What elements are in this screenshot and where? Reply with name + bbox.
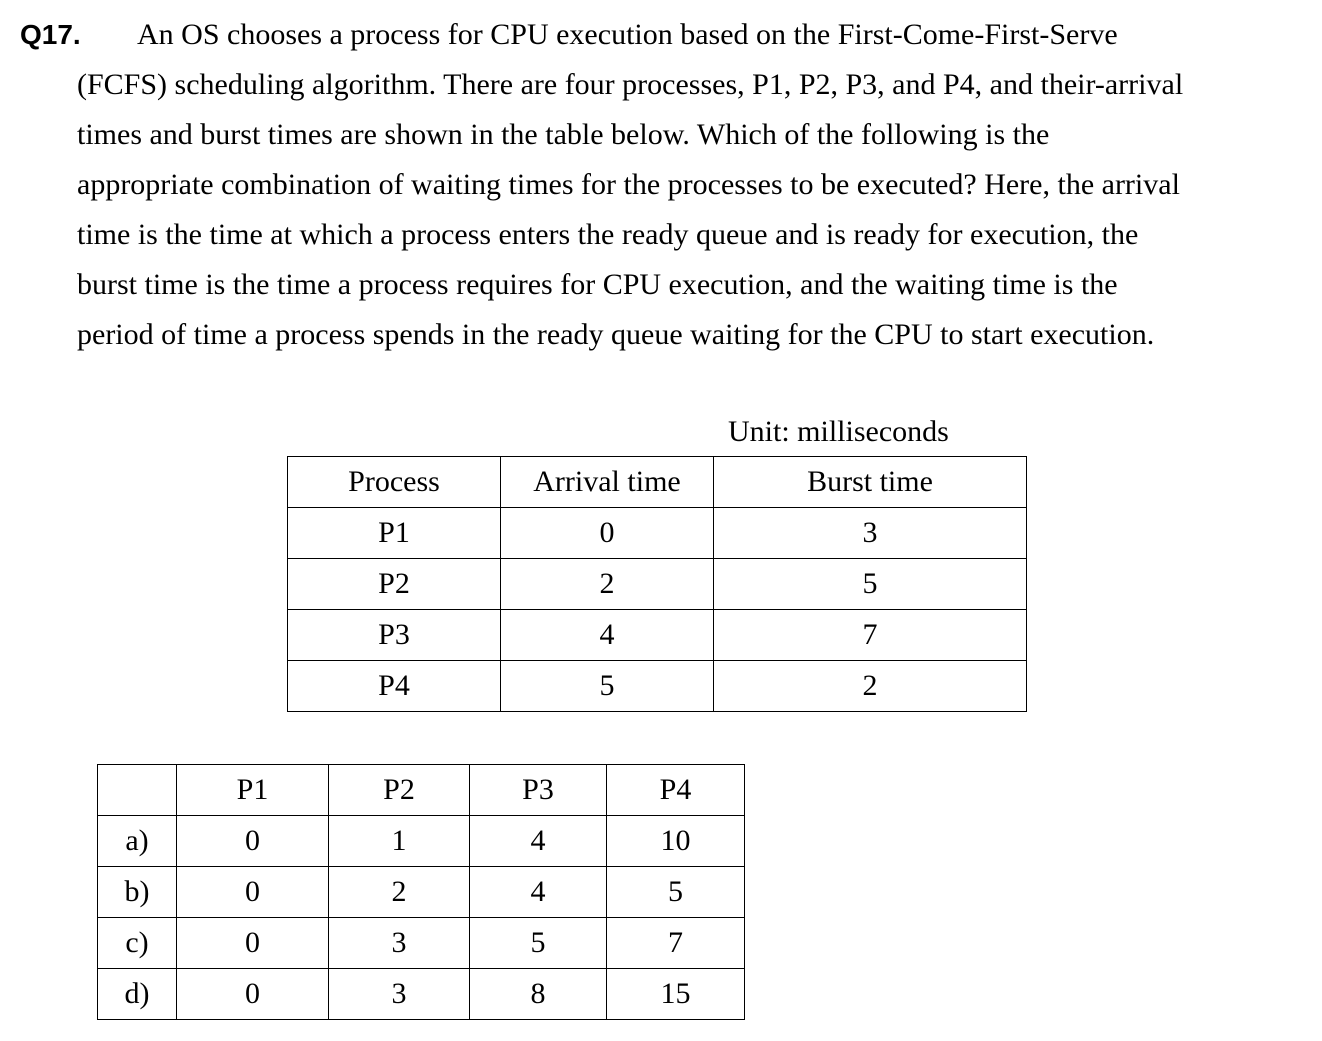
question-text-line-1: An OS chooses a process for CPU execution based on the First-Come-First-Serve — [137, 18, 1118, 51]
waiting-time-cell: 5 — [470, 918, 607, 969]
table-row — [288, 661, 1027, 712]
waiting-time-cell: 2 — [329, 867, 470, 918]
process-name-cell: P2 — [288, 559, 501, 610]
waiting-time-cell: 3 — [329, 969, 470, 1020]
burst-time-header: Burst time — [714, 457, 1027, 508]
waiting-time-cell: 4 — [470, 816, 607, 867]
question-text-line-5: time is the time at which a process enters the ready queue and is ready for execution, the — [77, 218, 1139, 251]
option-label: a) — [98, 816, 177, 867]
arrival-time-header: Arrival time — [501, 457, 714, 508]
waiting-time-cell: 7 — [607, 918, 745, 969]
burst-time-cell: 5 — [714, 559, 1027, 610]
waiting-time-cell: 0 — [177, 816, 329, 867]
option-label-header — [98, 765, 177, 816]
option-label: c) — [98, 918, 177, 969]
waiting-time-cell: 1 — [329, 816, 470, 867]
process-header: Process — [288, 457, 501, 508]
option-label: d) — [98, 969, 177, 1020]
options-table-header-row — [98, 765, 745, 816]
p4-header: P4 — [607, 765, 745, 816]
table-row — [288, 508, 1027, 559]
question-text-line-6: burst time is the time a process requires for CPU execution, and the waiting time is the — [77, 268, 1118, 301]
option-row-a[interactable] — [98, 816, 745, 867]
option-row-c[interactable] — [98, 918, 745, 969]
waiting-time-cell: 4 — [470, 867, 607, 918]
arrival-time-cell: 5 — [501, 661, 714, 712]
question-text-line-2: (FCFS) scheduling algorithm. There are four processes, P1, P2, P3, and P4, and their-arrival — [77, 68, 1184, 101]
unit-label: Unit: milliseconds — [728, 415, 949, 448]
process-name-cell: P4 — [288, 661, 501, 712]
p2-header: P2 — [329, 765, 470, 816]
burst-time-cell: 7 — [714, 610, 1027, 661]
option-row-b[interactable] — [98, 867, 745, 918]
waiting-time-cell: 10 — [607, 816, 745, 867]
question-text-line-7: period of time a process spends in the ready queue waiting for the CPU to start execution. — [77, 318, 1155, 351]
burst-time-cell: 3 — [714, 508, 1027, 559]
waiting-time-cell: 0 — [177, 969, 329, 1020]
p1-header: P1 — [177, 765, 329, 816]
process-table-header-row — [288, 457, 1027, 508]
waiting-time-cell: 0 — [177, 918, 329, 969]
question-text-line-4: appropriate combination of waiting times for the processes to be executed? Here, the arrival — [77, 168, 1180, 201]
waiting-time-cell: 3 — [329, 918, 470, 969]
answer-options-table — [97, 764, 745, 1020]
waiting-time-cell: 8 — [470, 969, 607, 1020]
burst-time-cell: 2 — [714, 661, 1027, 712]
arrival-time-cell: 2 — [501, 559, 714, 610]
process-name-cell: P3 — [288, 610, 501, 661]
option-row-d[interactable] — [98, 969, 745, 1020]
table-row — [288, 610, 1027, 661]
waiting-time-cell: 0 — [177, 867, 329, 918]
question-number: Q17. — [20, 19, 81, 50]
arrival-time-cell: 4 — [501, 610, 714, 661]
p3-header: P3 — [470, 765, 607, 816]
process-name-cell: P1 — [288, 508, 501, 559]
option-label: b) — [98, 867, 177, 918]
waiting-time-cell: 5 — [607, 867, 745, 918]
waiting-time-cell: 15 — [607, 969, 745, 1020]
table-row — [288, 559, 1027, 610]
process-table — [287, 456, 1027, 712]
question-text-line-3: times and burst times are shown in the table below. Which of the following is the — [77, 118, 1050, 151]
arrival-time-cell: 0 — [501, 508, 714, 559]
